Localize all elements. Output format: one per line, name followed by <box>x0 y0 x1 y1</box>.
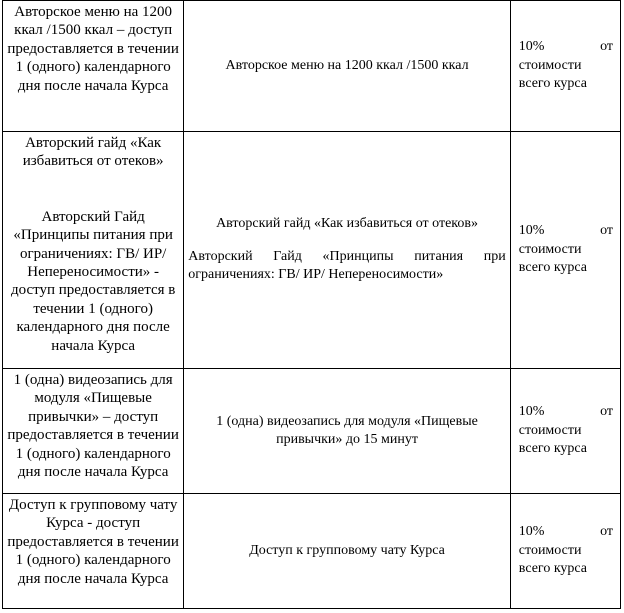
table-row <box>3 369 621 494</box>
price-percent: 10% <box>518 524 545 540</box>
item-price-cell <box>510 1 620 132</box>
item-content: Авторский гайд «Как избавиться от отеков» <box>216 216 479 232</box>
item-description: 1 (одна) видеозапись для модуля «Пищевые привычки» – доступ предоставляется в течении 1 (одного) календарного дня после начала Курса <box>7 372 179 481</box>
item-content-cell <box>184 1 511 132</box>
price-basis: стоимости всего курса <box>518 57 588 92</box>
item-description-cell <box>3 494 184 609</box>
item-content: Авторский Гайд «Принципы питания при ограничениях: ГВ/ ИР/ Непереносимости» <box>188 248 506 283</box>
item-price-cell <box>510 132 620 369</box>
item-description: Доступ к групповому чату Курса - доступ предоставляется в течении 1 (одного) календарного дня после начала Курса <box>7 497 179 587</box>
table-row <box>3 494 621 609</box>
item-content: Доступ к групповому чату Курса <box>249 542 445 558</box>
item-content-cell <box>184 132 511 369</box>
item-content-cell <box>184 369 511 494</box>
item-description: Авторский гайд «Как избавиться от отеков» <box>22 135 164 170</box>
price-from: от <box>600 39 613 55</box>
price-basis: стоимости всего курса <box>518 422 588 457</box>
price-percent: 10% <box>518 39 545 55</box>
item-description: Авторское меню на 1200 ккал /1500 ккал – доступ предоставляется в течении 1 (одного) календарного дня после начала Курса <box>7 4 179 94</box>
table-row <box>3 132 621 369</box>
price-basis: стоимости всего курса <box>518 241 588 276</box>
item-content: 1 (одна) видеозапись для модуля «Пищевые привычки» до 15 минут <box>216 413 478 447</box>
price-percent: 10% <box>518 223 545 239</box>
price-from: от <box>600 524 613 540</box>
price-percent: 10% <box>518 404 545 420</box>
price-basis: стоимости всего курса <box>518 542 588 577</box>
item-description-cell <box>3 369 184 494</box>
price-from: от <box>600 404 613 420</box>
item-price-cell <box>510 369 620 494</box>
item-description-cell <box>3 132 184 369</box>
item-content: Авторское меню на 1200 ккал /1500 ккал <box>225 57 469 73</box>
bonus-materials-table <box>2 0 621 609</box>
item-price-cell <box>510 494 620 609</box>
price-from: от <box>600 223 613 239</box>
item-description: Авторский Гайд «Принципы питания при ограничениях: ГВ/ ИР/ Непереносимости» - доступ предоставляется в течении 1 (одного) календарного дня после начала Курса <box>10 208 176 354</box>
table-row <box>3 1 621 132</box>
item-content-cell <box>184 494 511 609</box>
item-description-cell <box>3 1 184 132</box>
